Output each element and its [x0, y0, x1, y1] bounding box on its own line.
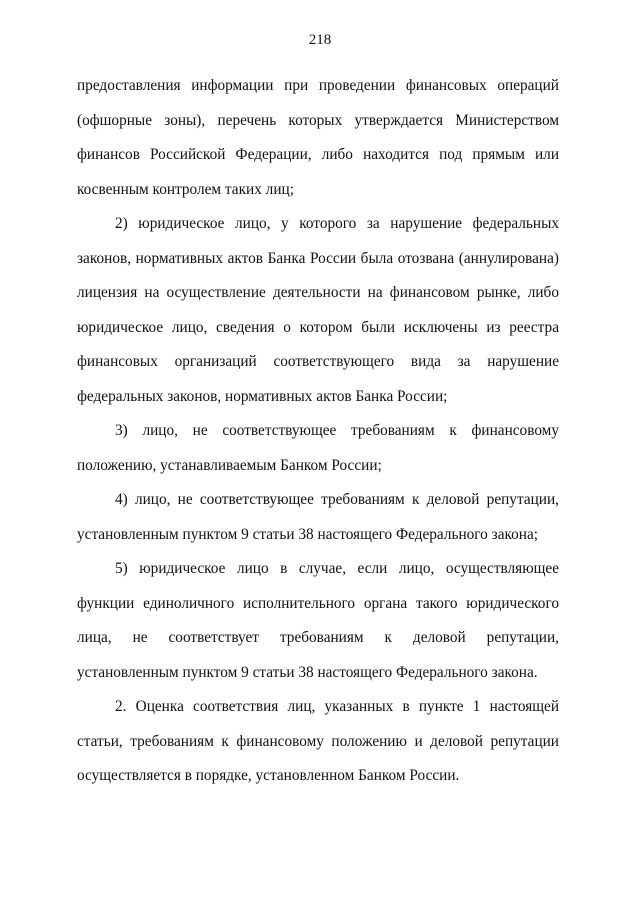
page-number: 218: [308, 32, 332, 48]
paragraph-continuation: предоставления информации при проведении финансовых операций (офшорные зоны), перечень которых утверждается Министерством финансов Российской Федерации, либо находится под прямым или косвенным контролем таких лиц;: [77, 77, 559, 198]
paragraph-item-3: 3) лицо, не соответствующее требованиям к финансовому положению, устанавливаемым Банком России;: [77, 422, 559, 474]
paragraph-section-2: 2. Оценка соответствия лиц, указанных в пункте 1 настоящей статьи, требованиям к финансовому положению и деловой репутации осуществляется в порядке, установленном Банком России.: [77, 698, 559, 784]
paragraph-item-5: 5) юридическое лицо в случае, если лицо, осуществляющее функции единоличного исполнительного органа такого юридического лица, не соответствует требованиям к деловой репутации, установленным пунктом 9 статьи 38 настоящего Федерального закона.: [77, 560, 559, 681]
paragraph-item-2: 2) юридическое лицо, у которого за нарушение федеральных законов, нормативных актов Банка России была отозвана (аннулирована) лицензия на осуществление деятельности на финансовом рынке, либо юридическое лицо, сведения о котором были исключены из реестра финансовых организаций соответствующего вида за нарушение федеральных законов, нормативных актов Банка России;: [77, 215, 559, 405]
paragraph-item-4: 4) лицо, не соответствующее требованиям к деловой репутации, установленным пунктом 9 статьи 38 настоящего Федерального закона;: [77, 491, 559, 543]
document-body: [77, 69, 559, 794]
